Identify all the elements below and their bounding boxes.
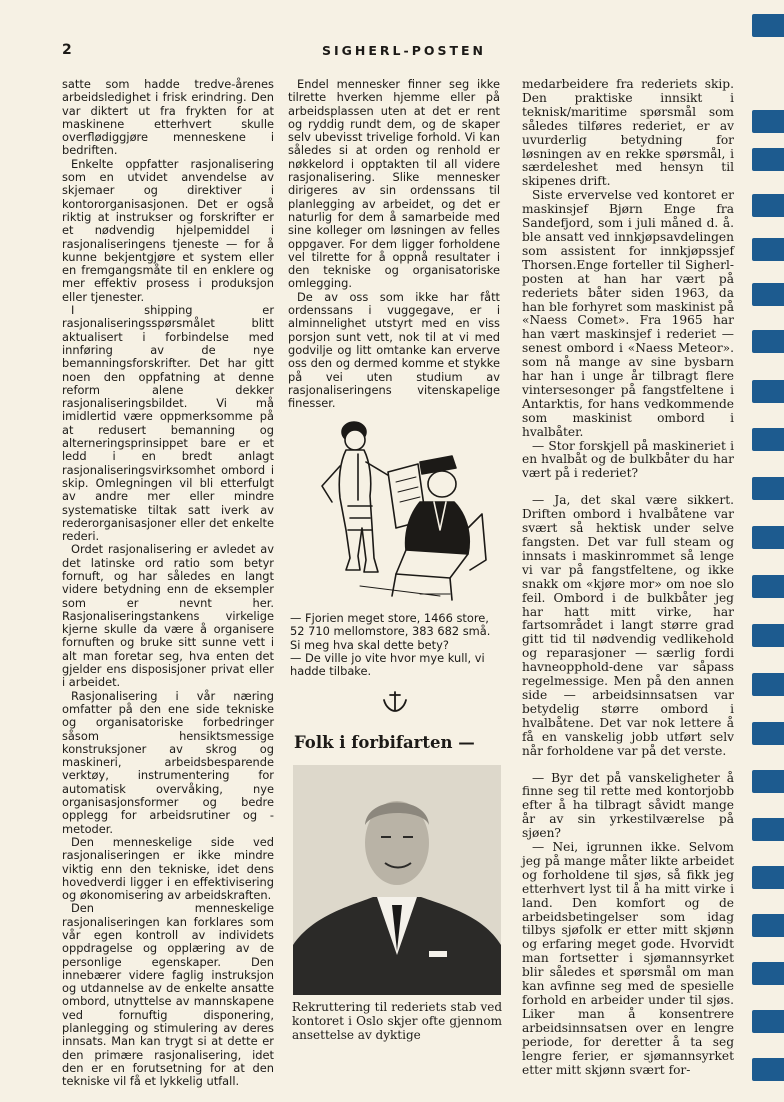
- anchor-ornament-icon: [380, 690, 410, 714]
- caption-line: — De ville jo vite hvor mye kull, vi hadde tilbake.: [290, 650, 485, 679]
- binder-tab: [752, 914, 784, 937]
- binder-tab: [752, 380, 784, 403]
- cartoon-illustration: [300, 410, 490, 606]
- paragraph: — Byr det på vanskeligheter å finne seg til rette med kontorjobb efter å ha tilbragt såvidt mange år av sin yrkestilværelse på sjøen?: [522, 770, 734, 841]
- binder-tab: [752, 14, 784, 37]
- binder-tab: [752, 624, 784, 647]
- caption-text: Rekruttering til rederiets stab ved kontoret i Oslo skjer ofte gjennom ansettelse av dyktige: [292, 1000, 502, 1042]
- paragraph: Enkelte oppfatter rasjonalisering som en utvidet anvendelse av skjemaer og direktiver i kontororganisasjonen. Det er også riktig at instrukser og forskrifter er et nødvendig hjelpemiddel i rasjonaliseringens tjeneste — for å kunne bekjentgjøre et system eller en fremgangsmåte til en enklere og mer effektiv prosess i produksjon eller tjenester.: [62, 156, 274, 304]
- page-number: 2: [62, 42, 72, 58]
- paragraph: I shipping er rasjonaliseringsspørsmålet blitt aktualisert i forbindelse med innføring av de nye bemanningsforskrifter. Det har gitt noen den oppfatning at denne reform alene dekker rasjonaliseringsbildet. Vi må imidlertid være oppmerksomme på at redusert bemanning og alterneringsprinsippet bare er et ledd i en bredt anlagt rasjonaliseringsvirksomhet ombord i skip. Omlegningen vil bli etterfulgt av andre mer eller mindre systematiske tiltak satt iverk av rederorganisasjoner eller det enkelte rederi.: [62, 303, 274, 544]
- binder-tab: [752, 722, 784, 745]
- binder-tab: [752, 238, 784, 261]
- binder-tab: [752, 477, 784, 500]
- binder-tab: [752, 673, 784, 696]
- paragraph: Siste ervervelse ved kontoret er maskinsjef Bjørn Enge fra Sandefjord, som i juli måned d. å. ble ansatt ved innkjøpsavdelingen som assistent for innkjøpssjef Thorsen.Enge forteller til Sigherl-posten at han har vært på rederiets båter siden 1963, da han ble forhyret som maskinist på «Naess Comet». Fra 1965 har han vært maskinsjef i rederiet — senest ombord i «Naess Meteor». som nå mange av sine bysbarn har han i unge år tilbragt flere vintersesonger på fangstfeltene i Antarktis, for hans vedkommende som maskinist ombord i hvalbåter.: [522, 188, 734, 439]
- binder-tab: [752, 866, 784, 889]
- binder-tab: [752, 526, 784, 549]
- binder-tab: [752, 1058, 784, 1081]
- binder-tab: [752, 962, 784, 985]
- paragraph: satte som hadde tredve-årenes arbeidsledighet i frisk erindring. Den var diktert ut fra frykten for at maskinene etterhvert skulle overflødiggjøre menneskene i bedriften.: [62, 77, 274, 158]
- page-header: [62, 42, 502, 60]
- binder-tab: [752, 770, 784, 793]
- binder-tab: [752, 818, 784, 841]
- paragraph-gap: [522, 759, 734, 772]
- feature-title: Folk i forbifarten —: [294, 733, 475, 752]
- binder-tab: [752, 148, 784, 171]
- binder-tab: [752, 283, 784, 306]
- column-3: [522, 78, 734, 1077]
- binder-tab: [752, 330, 784, 353]
- binder-tab: [752, 575, 784, 598]
- caption-line: — Fjorien meget store, 1466 store, 52 710 mellomstore, 383 682 små. Si meg hva skal dette bety?: [290, 611, 491, 652]
- paragraph: Ordet rasjonalisering er avledet av det latinske ord ratio som betyr fornuft, og har således en langt videre betydning enn de eksempler som er nevnt her. Rasjonaliseringstankens virkelige kjerne skulle da være å organisere fornuften og bruke sitt sunne vett i alt man foretar seg, hva enten det gjelder ens disposisjoner privat eller i arbeidet.: [62, 542, 274, 690]
- paragraph: De av oss som ikke har fått ordenssans i vuggegave, er i alminnelighet utstyrt med en viss porsjon sunt vett, nok til at vi med godvilje og litt omtanke kan erverve oss den og dermed komme et stykke på vei uten studium av rasjonaliseringens vitenskapelige finesser.: [288, 289, 500, 411]
- paragraph: Den menneskelige side ved rasjonaliseringen er ikke mindre viktig enn den tekniske, idet dens hovedverdi ligger i en effektivisering og økonomisering av arbeidskraften.: [62, 834, 274, 903]
- paragraph: Rasjonalisering i vår næring omfatter på den ene side tekniske og organisatoriske forbedringer såsom hensiktsmessige konstruksjoner av skrog og maskineri, arbeidsbesparende verktøy, instrumentering for automatisk overvåking, nye organisasjonsformer og bedre opplegg for arbeidsrutiner og -metoder.: [62, 688, 274, 836]
- binder-tab: [752, 428, 784, 451]
- masthead: SIGHERL-POSTEN: [322, 43, 487, 58]
- binder-tab: [752, 194, 784, 217]
- photo-caption: [292, 1000, 502, 1042]
- paragraph: — Nei, igrunnen ikke. Selvom jeg på mange måter likte arbeidet og forholdene til sjøs, så fikk jeg etterhvert lyst til å ha mitt virke i land. Den komfort og de arbeidsbetingelser som idag tilbys sjøfolk er etter mitt skjønn og erfaring meget gode. Hvorvidt man fortsetter i sjømannsyrket blir således et spørsmål om man kan avfinne seg med de spesielle forhold en arbeider under til sjøs. Liker man å konsentrere arbeidsinnsatsen over en lengre periode, for deretter å ta seg lengre ferier, er sjømannsyrket etter mitt skjønn svært for-: [522, 840, 734, 1077]
- paragraph: medarbeidere fra rederiets skip. Den praktiske innsikt i teknisk/maritime spørsmål som således tilføres rederiet, er av uvurderlig betydning for løsningen av en rekke spørsmål, i særdeleshet med hensyn til skipenes drift.: [522, 77, 734, 189]
- paragraph: — Ja, det skal være sikkert. Driften ombord i hvalbåtene var svært så hektisk under selve fangsten. Det var full steam og innsats i maskinrommet så lenge vi var på fangstfeltene, og ikke snakk om «kjøre mor» om noe slo feil. Ombord i de bulkbåter jeg har hatt mitt virke, har fartsområdet i langt større grad gitt tid til nødvendig vedlikehold og reparasjoner — særlig fordi havneopphold-dene var såpass regelmessige. Men på den annen side — arbeidsinnsatsen var betydelig større ombord i hvalbåtene. Det var nok lettere å få en vanskelig jobb utført selv når forholdene var på det verste.: [522, 493, 734, 758]
- column-1: [62, 78, 274, 1089]
- paragraph: Den menneskelige rasjonaliseringen kan forklares som vår egen kontroll av individets oppdragelse og opplæring av de personlige egenskaper. Den innebærer videre faglig instruksjon og utdannelse av de enkelte ansatte ombord, utnyttelse av mannskapene ved fornuftig disponering, planlegging og stimulering av deres innsats. Man kan trygt si at dette er den primære rasjonalisering, idet den er en forutsetning for at den tekniske vil få et lykkelig utfall.: [62, 901, 274, 1089]
- binder-tab: [752, 1010, 784, 1033]
- binder-tab: [752, 110, 784, 133]
- cartoon-caption: [290, 612, 502, 678]
- portrait-photo: [293, 765, 501, 995]
- paragraph: — Stor forskjell på maskineriet i en hvalbåt og de bulkbåter du har vært på i rederiet?: [522, 438, 734, 481]
- paragraph: Endel mennesker finner seg ikke tilrette hverken hjemme eller på arbeidsplassen uten at det er rent og ryddig rundt dem, og de skaper selv ubevisst trivelige forhold. Vi kan således si at orden og renhold er nøkkelord i opptakten til all videre rasjonalisering. Slike mennesker dirigeres av sin ordenssans til planlegging av arbeidet, og det er naturlig for dem å samarbeide med sine kolleger om løsningen av felles oppgaver. For dem ligger forholdene vel tilrette for å oppnå resultater i den tekniske og organisatoriske omlegging.: [288, 77, 500, 291]
- column-2: [288, 78, 500, 410]
